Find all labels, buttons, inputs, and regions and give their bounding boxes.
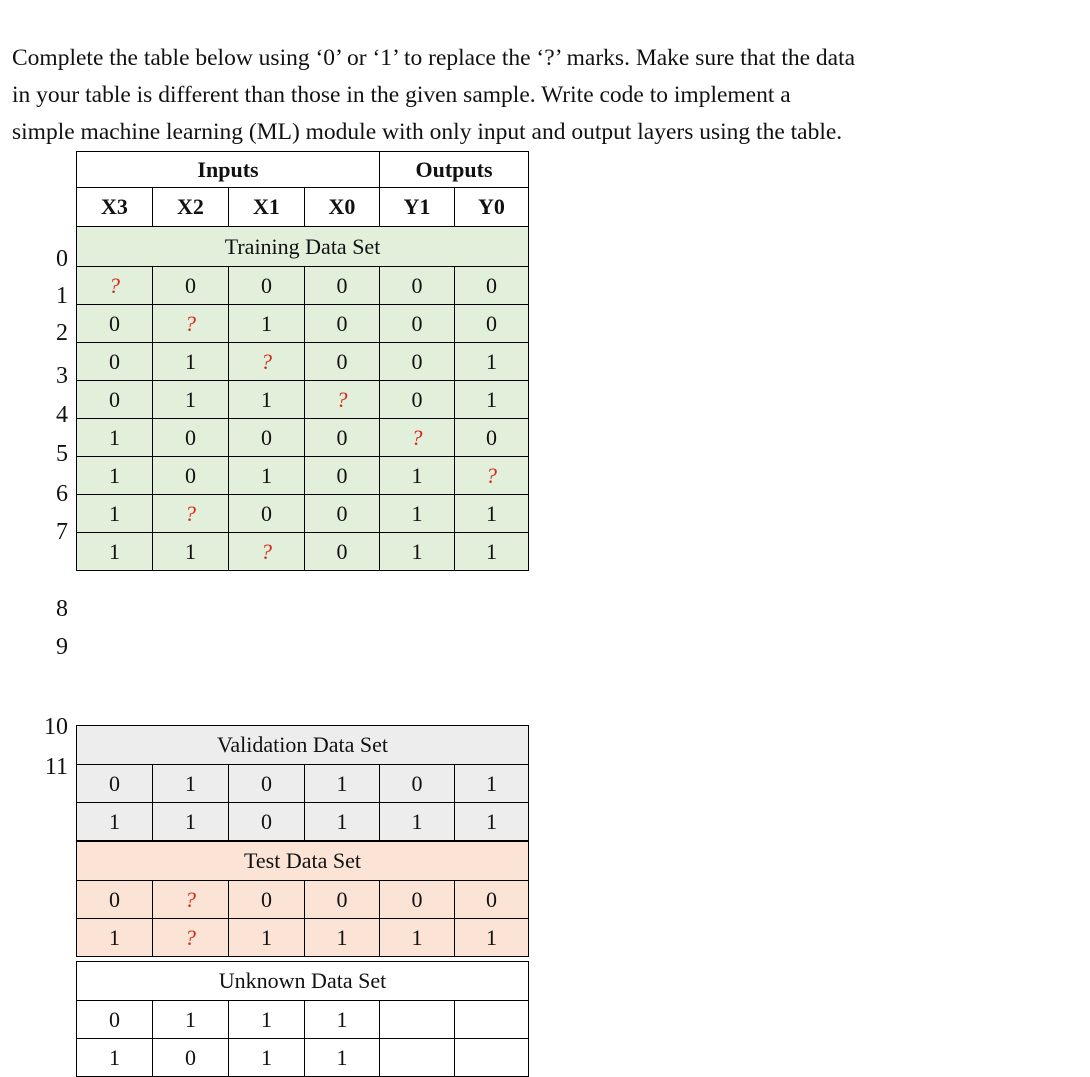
table-cell: 0 bbox=[304, 881, 379, 919]
row-number: 7 bbox=[56, 519, 68, 545]
table-cell bbox=[379, 1039, 454, 1077]
column-header-x0: X0 bbox=[304, 187, 379, 227]
table-cell: 1 bbox=[76, 419, 152, 457]
table-cell: 0 bbox=[228, 495, 304, 533]
table-cell: 1 bbox=[76, 803, 152, 841]
table-cell: 0 bbox=[152, 1039, 228, 1077]
table-cell: 0 bbox=[228, 267, 304, 305]
table-cell: 1 bbox=[228, 1001, 304, 1039]
table-cell: ? bbox=[152, 919, 228, 957]
table-cell: 0 bbox=[454, 305, 529, 343]
data-table bbox=[76, 151, 529, 1070]
table-cell: 0 bbox=[454, 881, 529, 919]
table-cell: 1 bbox=[304, 1039, 379, 1077]
table-cell: 0 bbox=[304, 533, 379, 571]
table-cell: 1 bbox=[379, 533, 454, 571]
column-header-y1: Y1 bbox=[379, 187, 454, 227]
table-cell: 0 bbox=[304, 495, 379, 533]
table-cell: 1 bbox=[304, 1001, 379, 1039]
row-number: 5 bbox=[56, 441, 68, 467]
column-header-x2: X2 bbox=[152, 187, 228, 227]
table-cell: ? bbox=[152, 305, 228, 343]
table-cell: 1 bbox=[228, 457, 304, 495]
table-cell: 1 bbox=[304, 765, 379, 803]
table-cell: 0 bbox=[304, 419, 379, 457]
table-cell: 1 bbox=[228, 305, 304, 343]
table-cell: 0 bbox=[304, 343, 379, 381]
table-cell: 1 bbox=[228, 919, 304, 957]
table-cell: ? bbox=[228, 343, 304, 381]
row-number: 1 bbox=[56, 283, 68, 309]
table-cell: 0 bbox=[76, 343, 152, 381]
instruction-line-3: simple machine learning (ML) module with only input and output layers using the table. bbox=[12, 119, 843, 145]
table-cell: 0 bbox=[454, 267, 529, 305]
table-cell: 1 bbox=[304, 919, 379, 957]
table-cell: 0 bbox=[379, 267, 454, 305]
table-cell: ? bbox=[304, 381, 379, 419]
table-cell: 1 bbox=[454, 533, 529, 571]
table-cell: ? bbox=[152, 495, 228, 533]
row-number: 11 bbox=[44, 754, 68, 780]
table-cell: 1 bbox=[228, 1039, 304, 1077]
table-cell: 0 bbox=[379, 881, 454, 919]
table-cell: 0 bbox=[76, 881, 152, 919]
table-cell: 0 bbox=[76, 381, 152, 419]
table-cell: 1 bbox=[152, 765, 228, 803]
inputs-header: Inputs bbox=[76, 151, 379, 187]
table-cell: ? bbox=[454, 457, 529, 495]
table-cell: 0 bbox=[379, 765, 454, 803]
row-number: 3 bbox=[56, 363, 68, 389]
table-cell: 1 bbox=[454, 765, 529, 803]
table-cell: 1 bbox=[454, 803, 529, 841]
column-header-x1: X1 bbox=[228, 187, 304, 227]
table-cell: 0 bbox=[152, 267, 228, 305]
table-cell bbox=[379, 1001, 454, 1039]
table-cell: 1 bbox=[152, 533, 228, 571]
table-cell: 0 bbox=[304, 267, 379, 305]
table-cell: 1 bbox=[76, 1039, 152, 1077]
table-cell: 0 bbox=[379, 305, 454, 343]
table-cell: 0 bbox=[228, 881, 304, 919]
row-number: 8 bbox=[56, 596, 68, 622]
training-data-set-title: Training Data Set bbox=[76, 227, 529, 267]
table-cell: ? bbox=[228, 533, 304, 571]
table-cell: 1 bbox=[379, 495, 454, 533]
row-number: 10 bbox=[44, 714, 68, 740]
table-cell: 1 bbox=[379, 457, 454, 495]
table-cell: 1 bbox=[76, 919, 152, 957]
table-cell: 0 bbox=[152, 419, 228, 457]
row-number: 6 bbox=[56, 481, 68, 507]
table-cell: 1 bbox=[152, 803, 228, 841]
table-cell: ? bbox=[379, 419, 454, 457]
table-cell: 0 bbox=[228, 765, 304, 803]
column-header-y0: Y0 bbox=[454, 187, 529, 227]
validation-data-set-title: Validation Data Set bbox=[76, 725, 529, 765]
table-cell: 1 bbox=[152, 381, 228, 419]
row-number: 9 bbox=[56, 634, 68, 660]
table-cell: 1 bbox=[379, 919, 454, 957]
table-cell: 1 bbox=[152, 343, 228, 381]
test-data-set-title: Test Data Set bbox=[76, 841, 529, 881]
outputs-header: Outputs bbox=[379, 151, 529, 187]
unknown-data-set-title: Unknown Data Set bbox=[76, 961, 529, 1001]
column-header-x3: X3 bbox=[76, 187, 152, 227]
table-cell: 0 bbox=[379, 381, 454, 419]
instructions bbox=[12, 40, 1087, 151]
table-cell: 1 bbox=[454, 919, 529, 957]
instruction-line-2: in your table is different than those in the given sample. Write code to implement a bbox=[12, 82, 791, 108]
row-number: 0 bbox=[56, 246, 68, 272]
row-number: 2 bbox=[56, 320, 68, 346]
table-cell: 1 bbox=[454, 343, 529, 381]
table-cell: 0 bbox=[228, 419, 304, 457]
table-cell: 0 bbox=[454, 419, 529, 457]
table-cell: 1 bbox=[304, 803, 379, 841]
table-cell: 0 bbox=[152, 457, 228, 495]
table-cell: 1 bbox=[152, 1001, 228, 1039]
table-cell: 0 bbox=[76, 305, 152, 343]
table-cell: 1 bbox=[228, 381, 304, 419]
row-number: 4 bbox=[56, 402, 68, 428]
table-cell: ? bbox=[152, 881, 228, 919]
table-cell: ? bbox=[76, 267, 152, 305]
table-cell: 1 bbox=[454, 495, 529, 533]
table-cell: 0 bbox=[304, 457, 379, 495]
table-cell: 0 bbox=[304, 305, 379, 343]
table-cell bbox=[454, 1001, 529, 1039]
table-cell: 0 bbox=[76, 765, 152, 803]
table-cell: 1 bbox=[454, 381, 529, 419]
table-cell: 1 bbox=[76, 457, 152, 495]
table-cell: 0 bbox=[379, 343, 454, 381]
table-cell: 0 bbox=[76, 1001, 152, 1039]
table-cell: 1 bbox=[76, 533, 152, 571]
instruction-line-1: Complete the table below using ‘0’ or ‘1’ to replace the ‘?’ marks. Make sure that the data bbox=[12, 45, 856, 71]
table-cell bbox=[454, 1039, 529, 1077]
table-cell: 1 bbox=[76, 495, 152, 533]
table-cell: 1 bbox=[379, 803, 454, 841]
table-cell: 0 bbox=[228, 803, 304, 841]
